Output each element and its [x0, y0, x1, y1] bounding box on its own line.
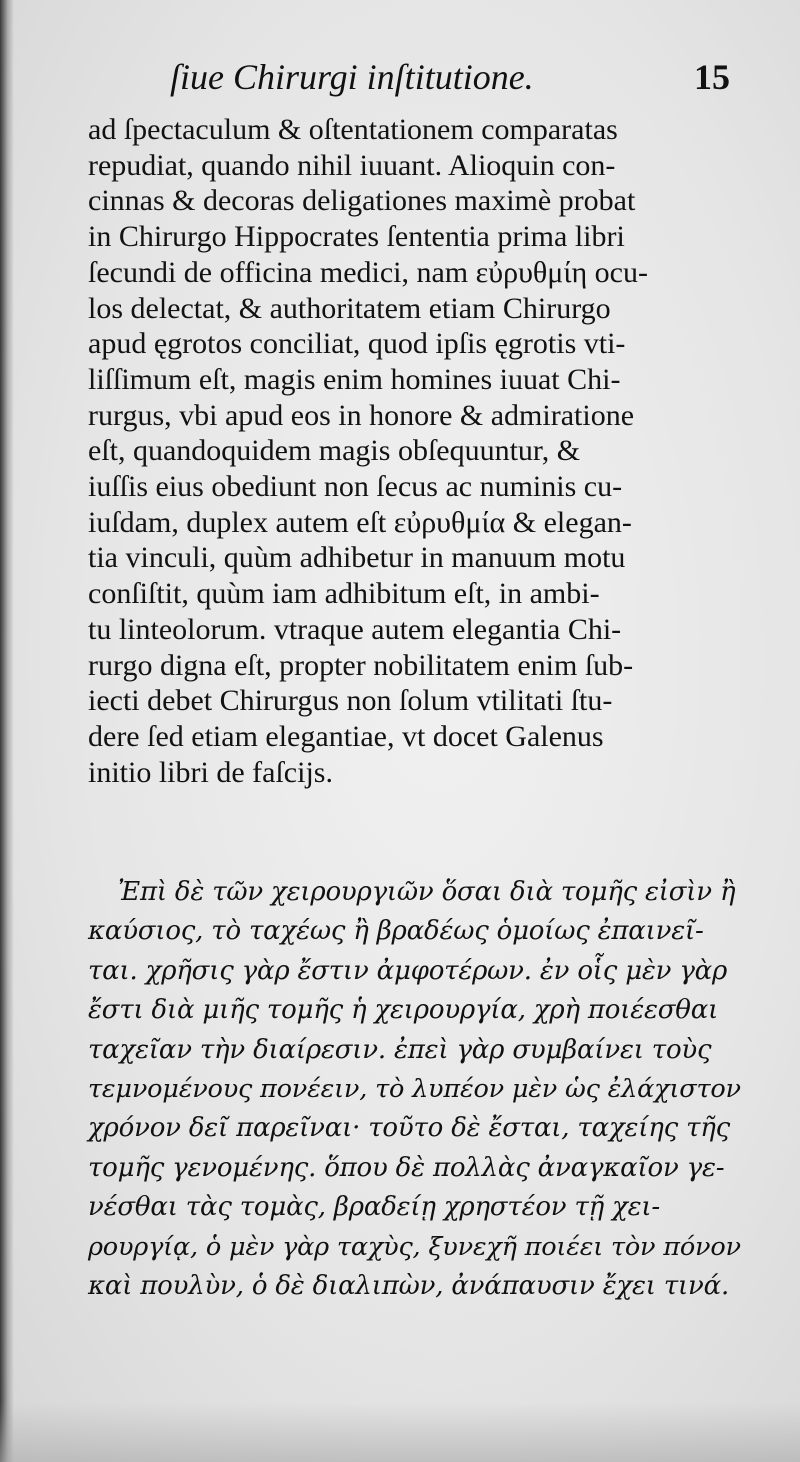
latin-line: repudiat, quando nihil iuuant. Alioquin con- — [88, 148, 616, 182]
page-bottom-shadow — [0, 1402, 800, 1462]
greek-line: καὶ πουλὺν, ὁ δὲ διαλιπὼν, ἀνάπαυσιν ἔχει τινά. — [88, 1271, 730, 1302]
latin-line: apud ęgrotos conciliat, quod ipſis ęgrotis vti- — [88, 327, 626, 361]
greek-line: ται. χρῆσις γὰρ ἔστιν ἀμφοτέρων. ἐν οἷς μὲν γὰρ — [88, 955, 728, 986]
latin-line: iuſſis eius obediunt non ſecus ac numinis cu- — [88, 470, 623, 504]
latin-line: dere ſed etiam elegantiae, vt docet Galenus — [88, 719, 604, 753]
greek-line: Ἐπὶ δὲ τῶν χειρουργιῶν ὅσαι διὰ τομῆς εἰσὶν ἢ — [118, 877, 736, 907]
latin-line: ſecundi de officina medici, nam εὐρυθμίη ocu- — [88, 255, 648, 289]
greek-line: ἔστι διὰ μιῆς τομῆς ἡ χειρουργία, χρὴ ποιέεσθαι — [88, 995, 719, 1026]
latin-paragraph — [88, 112, 738, 790]
latin-line: liſſimum eſt, magis enim homines iuuat Chi- — [88, 362, 621, 396]
page-edge-shadow — [0, 0, 14, 1462]
latin-line: eſt, quandoquidem magis obſequuntur, & — [88, 434, 581, 468]
latin-line: tu linteolorum. vtraque autem elegantia Chi- — [88, 612, 622, 646]
greek-line: ρουργίᾳ, ὁ μὲν γὰρ ταχὺς, ξυνεχῆ ποιέει τὸν πόνον — [88, 1231, 741, 1262]
latin-line: cinnas & decoras deligationes maximè probat — [88, 184, 636, 218]
latin-line: conſiſtit, quùm iam adhibitum eſt, in ambi- — [88, 577, 600, 611]
greek-quotation — [88, 873, 748, 1306]
greek-line: νέσθαι τὰς τομὰς, βραδείῃ χρηστέον τῇ χει- — [88, 1192, 660, 1223]
greek-line: καύσιος, τὸ ταχέως ἢ βραδέως ὁμοίως ἐπαινεῖ- — [88, 916, 704, 947]
latin-line: los delectat, & authoritatem etiam Chirurgo — [88, 291, 611, 325]
latin-line: ad ſpectaculum & oſtentationem comparatas — [88, 113, 618, 146]
greek-line: ταχεῖαν τὴν διαίρεσιν. ἐπεὶ γὰρ συμβαίνει τοὺς — [88, 1034, 712, 1065]
greek-line: τομῆς γενομένης. ὅπου δὲ πολλὰς ἀναγκαῖον γε- — [88, 1152, 725, 1183]
latin-line: in Chirurgo Hippocrates ſententia prima libri — [88, 220, 625, 254]
running-head: ſiue Chirurgi inſtitutione. — [170, 57, 534, 97]
page-header — [170, 56, 730, 112]
latin-line: tia vinculi, quùm adhibetur in manuum motu — [88, 541, 626, 575]
latin-line: iecti debet Chirurgus non ſolum vtilitati ſtu- — [88, 684, 613, 718]
latin-line: iuſdam, duplex autem eſt εὐρυθμία & elegan- — [88, 505, 632, 539]
greek-line: τεμνομένους πονέειν, τὸ λυπέον μὲν ὡς ἐλάχιστον — [88, 1074, 741, 1105]
latin-line: initio libri de faſcijs. — [88, 755, 333, 789]
latin-line: rurgus, vbi apud eos in honore & admiratione — [88, 398, 635, 432]
page-number: 15 — [694, 57, 730, 97]
greek-line: χρόνον δεῖ παρεῖναι· τοῦτο δὲ ἔσται, ταχείης τῆς — [88, 1113, 730, 1144]
latin-line: rurgo digna eſt, propter nobilitatem enim ſub- — [88, 648, 634, 682]
